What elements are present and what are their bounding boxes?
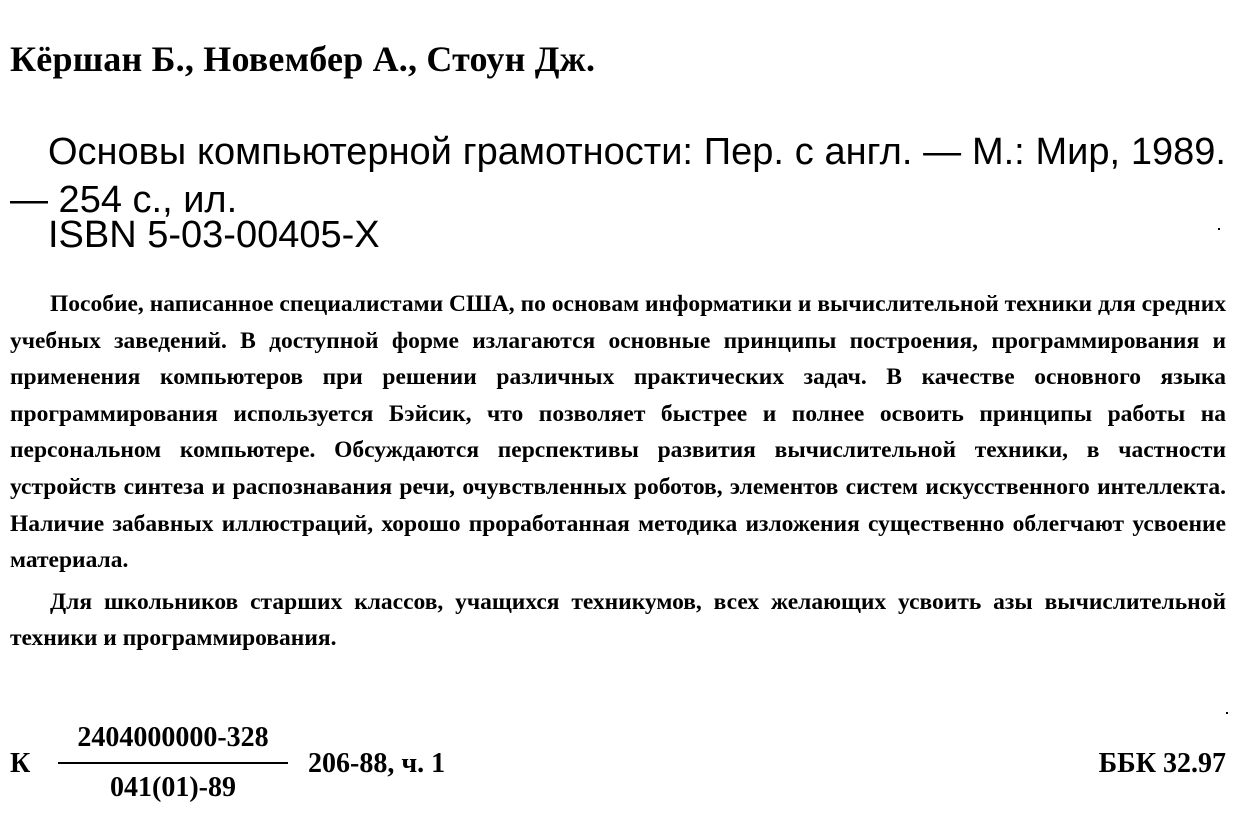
publication-code: 206-88, ч. 1 — [308, 748, 446, 779]
annotation-paragraph: Пособие, написанное специалистами США, по основам информатики и вычислительной техники для средних учебных заведений. В доступной форме излагаются основные принципы построения, программирования и применения компьютеров при решении различных практических задач. В качестве основного языка программирования используется Бэйсик, что позволяет быстрее и полнее освоить принципы работы на персональном компьютере. Обсуждаются перспективы развития вычислительной техники, в частности устройств синтеза и распознавания речи, очувствленных роботов, элементов систем искусственного интеллекта. Наличие забавных иллюстраций, хорошо проработанная методика изложения существенно облегчают усвоение материала. — [10, 291, 1226, 574]
scan-speck — [1226, 712, 1228, 714]
index-fraction — [58, 720, 288, 806]
classification-footer — [10, 720, 1226, 810]
bbk-index: ББК 32.97 — [1098, 748, 1226, 779]
annotation — [10, 286, 1226, 657]
bibliographic-description — [10, 128, 1226, 224]
fraction-numerator: 2404000000-328 — [77, 722, 269, 753]
authors-heading: Кёршан Б., Новембер А., Стоун Дж. — [10, 39, 596, 79]
k-index-letter: К — [10, 748, 31, 779]
fraction-bar — [58, 762, 288, 764]
isbn: ISBN 5-03-00405-X — [48, 214, 380, 256]
biblio-text: Основы компьютерной грамотности: Пер. с англ. — М.: Мир, 1989. — 254 с., ил. — [10, 131, 1226, 221]
fraction-denominator: 041(01)-89 — [110, 772, 236, 803]
annotation-paragraph: Для школьников старших классов, учащихся техникумов, всех желающих усвоить азы вычислительной техники и программирования. — [10, 588, 1226, 652]
scan-speck — [1218, 228, 1220, 230]
